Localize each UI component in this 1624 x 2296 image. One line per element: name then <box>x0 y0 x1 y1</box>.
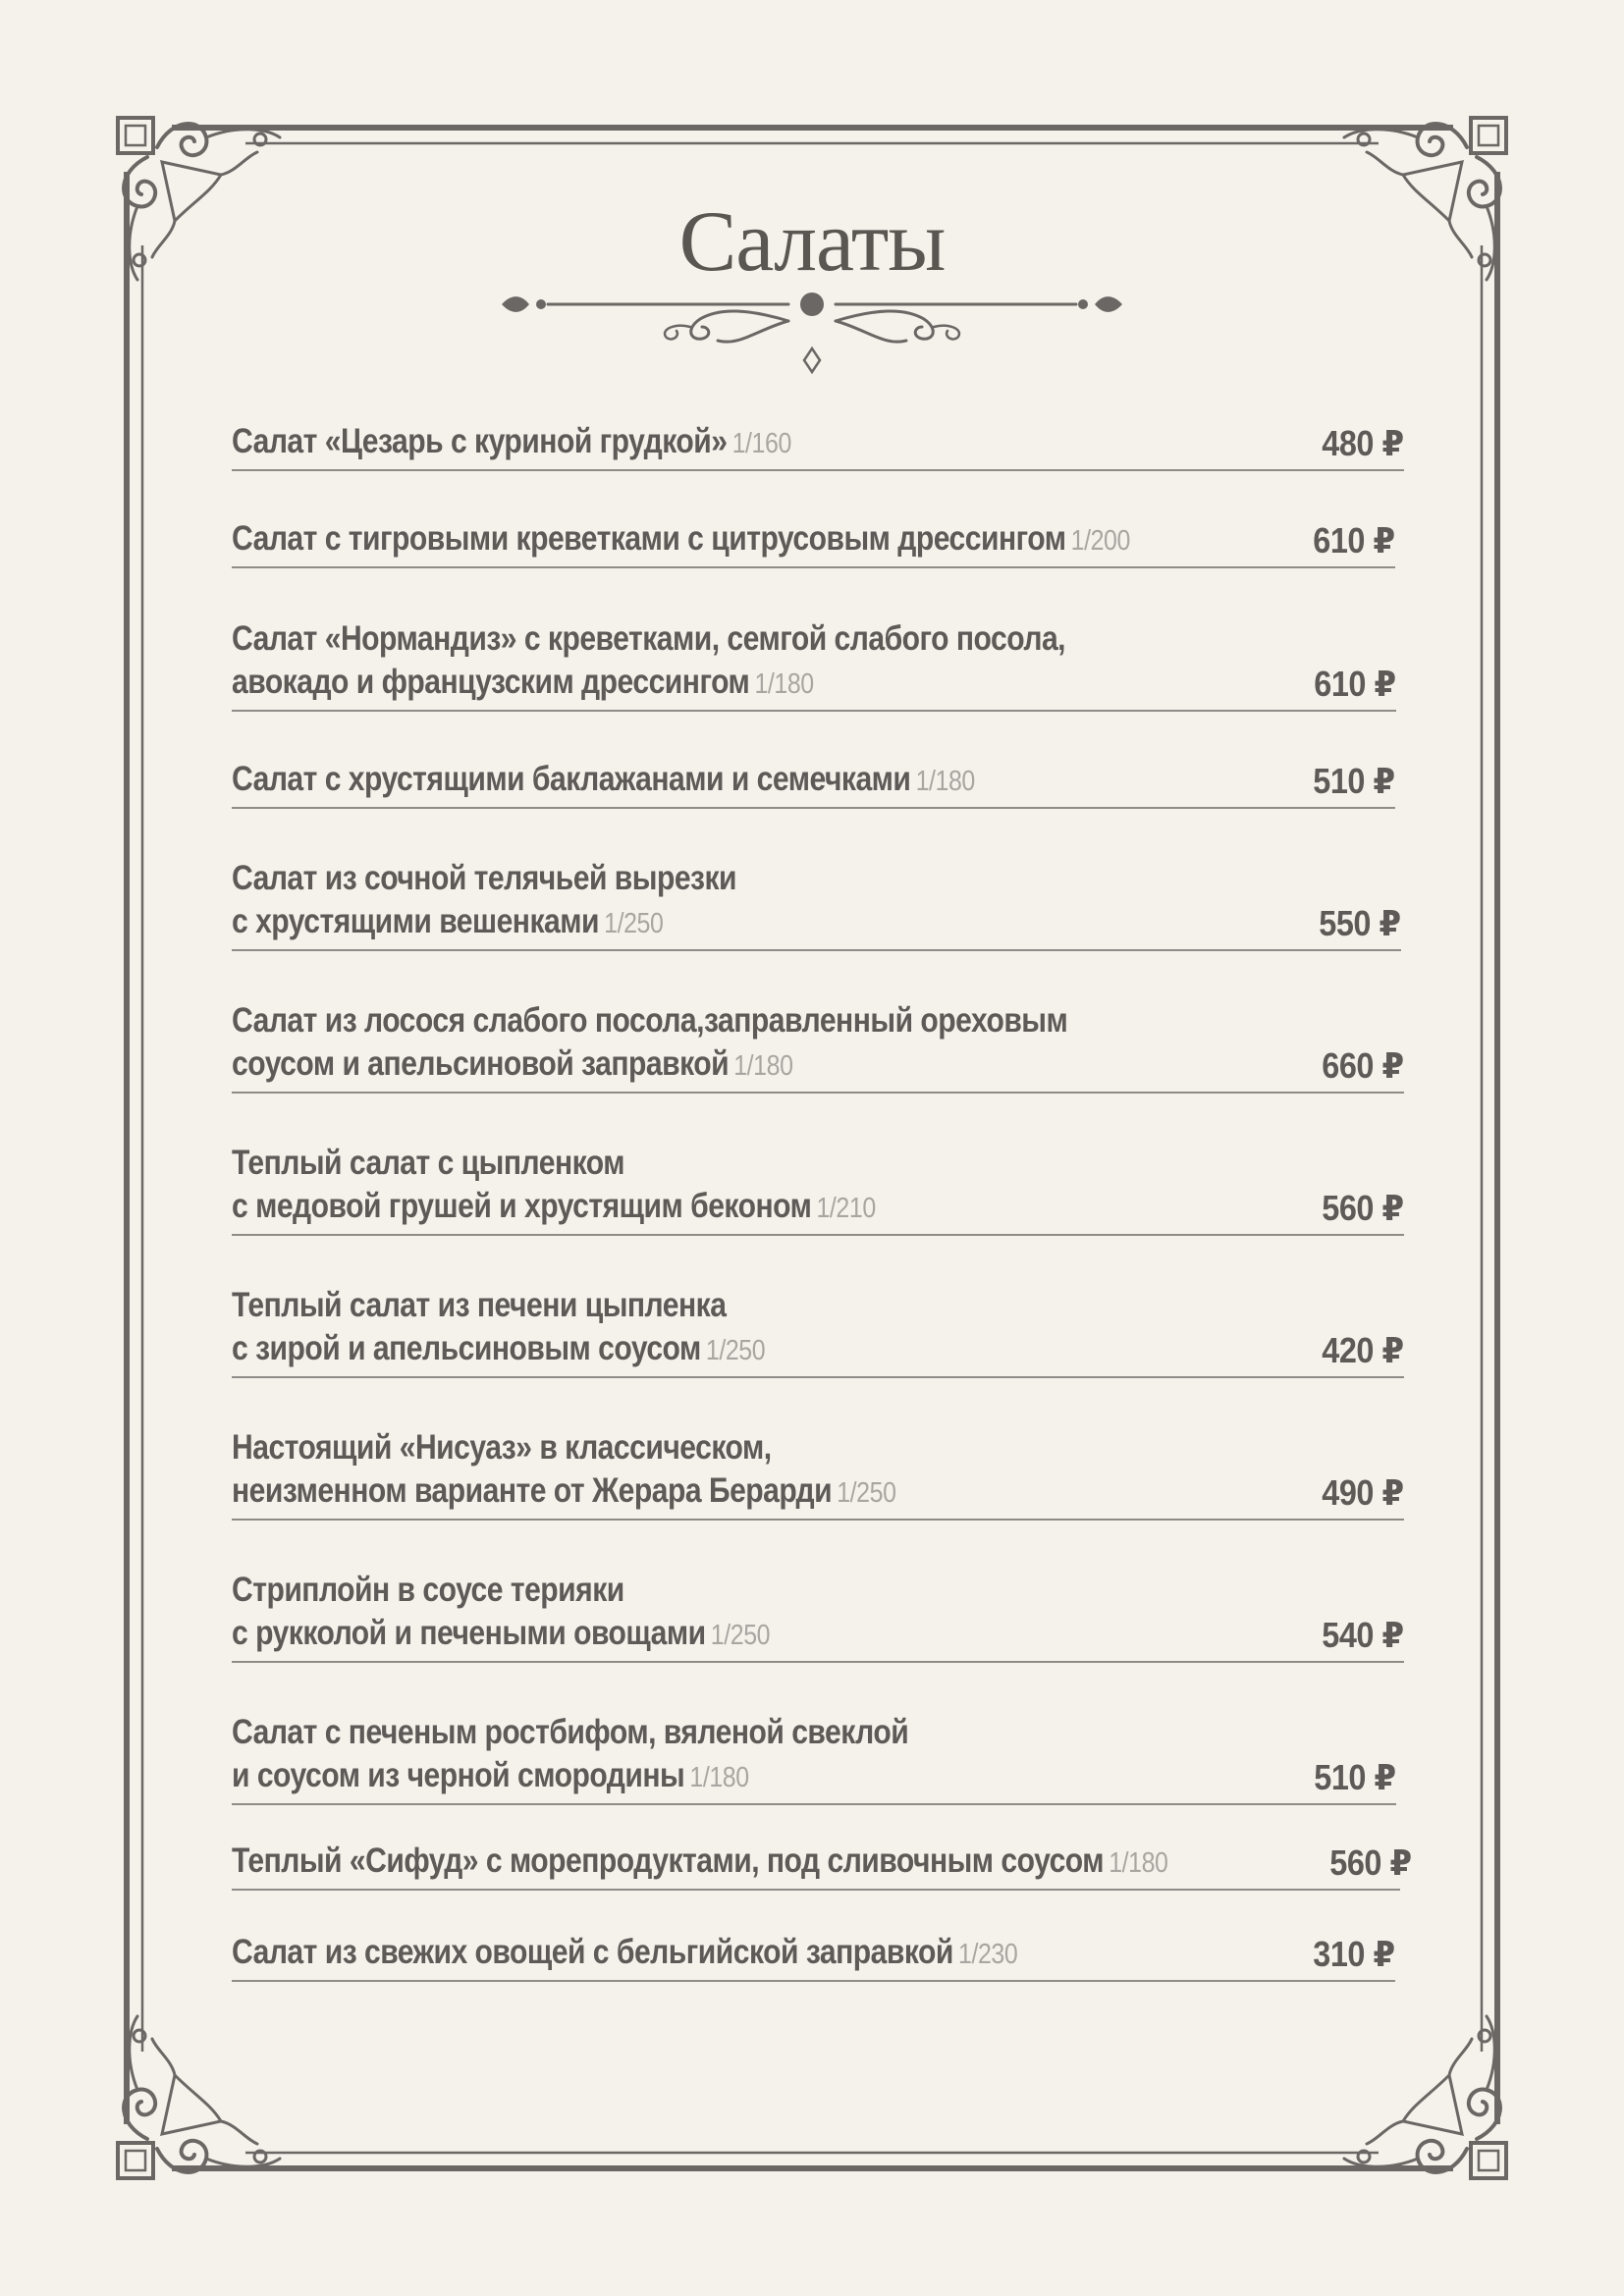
menu-item-price: 560 ₽ <box>1328 1842 1412 1883</box>
menu-item-price: 510 ₽ <box>1313 761 1395 801</box>
menu-item-weight: 1/180 <box>733 1050 793 1082</box>
menu-item-name: Салат из сочной телячьей вырезки с хрустящими вешенками 1/250 <box>232 859 737 940</box>
menu-item <box>232 1837 1412 1891</box>
menu-item-price: 660 ₽ <box>1322 1045 1404 1086</box>
menu-item-name: Салат с хрустящими баклажанами и семечками 1/180 <box>232 760 975 798</box>
menu-item-price: 610 ₽ <box>1314 664 1396 704</box>
menu-item <box>232 1706 1396 1805</box>
corner-ornament-bottom-right <box>1344 2016 1506 2178</box>
menu-item-price: 610 ₽ <box>1313 520 1395 561</box>
menu-item <box>232 751 1395 809</box>
menu-item <box>232 512 1395 568</box>
menu-item-name: Стриплойн в соусе терияки с рукколой и печеными овощами 1/250 <box>232 1571 771 1652</box>
title-divider-ornament <box>494 280 1130 388</box>
menu-item <box>232 413 1404 471</box>
menu-item <box>232 1927 1395 1982</box>
menu-item-price: 510 ₽ <box>1314 1757 1396 1797</box>
menu-item-name: Теплый «Сифуд» с морепродуктами, под сливочным соусом 1/180 <box>232 1842 1168 1880</box>
menu-item <box>232 994 1404 1094</box>
menu-item-weight: 1/180 <box>689 1762 749 1793</box>
menu-item <box>232 852 1401 951</box>
menu-item-weight: 1/250 <box>710 1620 771 1651</box>
menu-item <box>232 1137 1404 1236</box>
menu-item <box>232 1421 1404 1521</box>
menu-item-weight: 1/180 <box>915 766 975 797</box>
menu-item-price: 490 ₽ <box>1322 1472 1404 1513</box>
corner-ornament-bottom-left <box>118 2016 280 2178</box>
menu-item-price: 540 ₽ <box>1322 1615 1404 1655</box>
menu-item <box>232 613 1396 712</box>
menu-item-name: Салат «Цезарь с куриной грудкой» 1/160 <box>232 422 791 460</box>
menu-item-name: Теплый салат с цыпленком с медовой грушей и хрустящим беконом 1/210 <box>232 1144 876 1225</box>
menu-item-name: Салат «Нормандиз» с креветками, семгой слабого посола, авокадо и французским дрессингом 1/180 <box>232 619 1066 701</box>
menu-item-name: Салат с печеным ростбифом, вяленой свеклой и соусом из черной смородины 1/180 <box>232 1713 909 1794</box>
menu-item-weight: 1/160 <box>731 428 791 459</box>
menu-item-price: 560 ₽ <box>1322 1188 1404 1228</box>
menu-item-weight: 1/230 <box>958 1939 1018 1970</box>
menu-item <box>232 1564 1404 1663</box>
menu-item-name: Салат из лосося слабого посола,заправленный ореховым соусом и апельсиновой заправкой 1/180 <box>232 1001 1068 1083</box>
menu-item-price: 550 ₽ <box>1319 903 1401 943</box>
menu-item-weight: 1/250 <box>604 908 664 939</box>
menu-item-name: Теплый салат из печени цыпленка с зирой и апельсиновым соусом 1/250 <box>232 1286 766 1367</box>
menu-item-name: Настоящий «Нисуаз» в классическом, неизменном варианте от Жерара Берарди 1/250 <box>232 1428 896 1510</box>
menu-item-price: 310 ₽ <box>1313 1934 1395 1974</box>
menu-item-weight: 1/200 <box>1070 525 1130 557</box>
menu-item <box>232 1279 1404 1378</box>
menu-item-name: Салат из свежих овощей с бельгийской заправкой 1/230 <box>232 1933 1018 1971</box>
menu-item-name: Салат с тигровыми креветками с цитрусовым дрессингом 1/200 <box>232 519 1130 558</box>
menu-item-weight: 1/180 <box>1109 1847 1168 1879</box>
menu-item-weight: 1/250 <box>705 1335 766 1366</box>
menu-item-price: 420 ₽ <box>1322 1330 1404 1370</box>
menu-item-price: 480 ₽ <box>1322 423 1404 463</box>
menu-item-weight: 1/250 <box>837 1477 896 1509</box>
page-title: Салаты <box>678 194 946 290</box>
menu-item-weight: 1/180 <box>754 668 814 700</box>
menu-item-weight: 1/210 <box>816 1193 876 1224</box>
